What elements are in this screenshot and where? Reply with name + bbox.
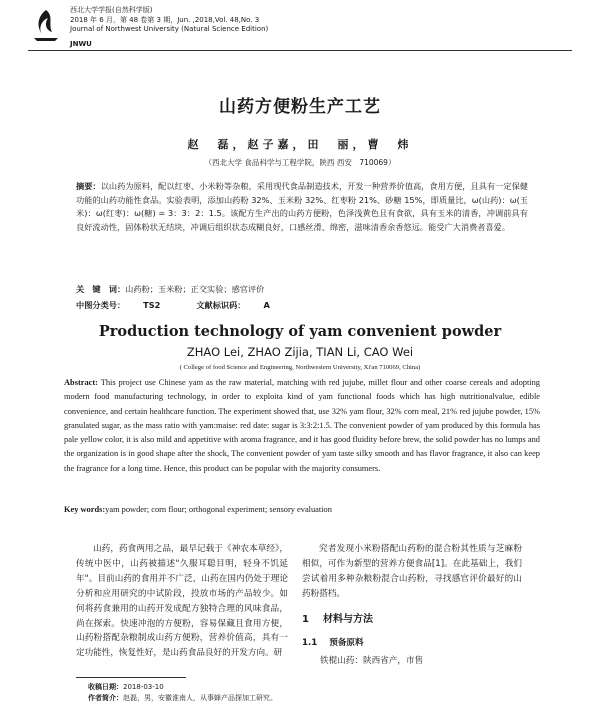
abstract-cn-label: 摘要： [76,181,101,191]
received-label: 收稿日期： [88,683,123,691]
footnotes [88,682,277,704]
classification-line [76,300,528,311]
keywords-en-label: Key words: [64,505,106,514]
abstract-en [64,376,540,476]
abstract-en-label: Abstract: [64,378,98,387]
keywords-cn-text: 山药粉；玉米粉；正交实验；感官评价 [125,284,265,294]
keywords-cn [76,284,528,295]
keywords-cn-label: 关 键 词： [76,284,126,294]
class-label: 中图分类号： [76,300,126,310]
journal-header [70,6,268,35]
subsection-1-1-title: 预备原料 [329,638,364,648]
abstract-cn [76,180,528,234]
keywords-en-text: yam powder; corn flour; orthogonal experiment; sensory evaluation [105,505,332,514]
subsection-heading-1-1 [302,636,376,648]
keywords-en [64,505,540,514]
received-date: 2018-03-10 [123,683,164,691]
journal-logo-text: JNWU [70,40,92,48]
affiliation-en: ( College of food Science and Engineering, Northwestern University, Xi'an 710069, China) [179,364,421,371]
paper-title-cn: 山药方便粉生产工艺 [219,97,381,117]
intro-paragraph-right: 究者发现小米粉搭配山药粉的混合粉其性质与芝麻粉相似，可作为新型的营养方便食品[1]。在此基础上，我们尝试着用多种杂粮粉混合山药粉，寻找感官评价最好的山药粉搭档。 [302,544,522,599]
abstract-en-text: This project use Chinese yam as the raw material, matching with red jujube, millet flour and other coarse cereals and adopting modern food manufacturing technology, in order to exploita kind of yam functional foods which has high nutritionalvalue, edible convenience, and certain healthcare function. The experiment showed that, use 32% yam flour, 32% corn meal, 21% red jujube powder, 15% granulated sugar, as the mass ratio with yam:maise: red date: sugar is 3:3:2:1.5. The convenient powder of yam produced by this formula has pale yellow color, it is also mild and appetitive with aroma fragrance, and it has good fluidity before brew, the solid powder has no lumps and the organization is in good shape after the shock, The convenient powder of yam taste silky smooth and has flavor fragrance, it also can keep the fragrance for a long time. Hence, this product can be popular with the majority consumers. [64,378,540,473]
authors-en: ZHAO Lei, ZHAO Zijia, TIAN Li, CAO Wei [186,345,414,359]
journal-logo [28,8,64,48]
header-divider [28,50,572,51]
journal-name-cn: 西北大学学报(自然科学版) [70,6,153,14]
footnote-author [88,693,277,704]
paper-title-en: Production technology of yam convenient powder [98,323,502,340]
section-heading-1 [302,610,387,625]
abstract-cn-text: 以山药为原料，配以红枣、小米粉等杂粮，采用现代食品制造技术，开发一种营养价值高，食用方便，且具有一定保健功能的山药功能性食品。实验表明，添加山药粉 32%、玉米粉 32%、红枣粉 21%、砂糖 15%，即质量比，ω(山药)：ω(玉米)：ω(红枣)：ω(糖) = 3：3：2：1.5。该配方生产出的山药方便粉，色泽浅黄色且有食欲，具有玉米的清香，冲调前具有良好流动性，固体粉状无结块，冲调后组织状态成糊良好，口感丝滑、绵密，滋味清香余香悠远。能受广大消费者喜爱。 [76,181,528,232]
section-1-title: 材料与方法 [322,614,373,625]
material-line: 铁棍山药：陕西省产，市售 [320,656,424,666]
affiliation-cn: （西北大学 食品科学与工程学院，陕西 西安 710069） [204,158,396,167]
author-bio: 赵磊，男，安徽淮南人，从事蜂产品探加工研究。 [123,694,277,702]
doc-code [196,300,287,310]
footnote-received [88,682,277,693]
journal-issue: 2018 年 6 月，第 48 卷第 3 期，Jun. ,2018,Vol. 48,No. 3 [70,15,260,24]
journal-logo-icon [28,8,64,48]
class-number [76,300,178,310]
doc-label: 文献标识码： [196,300,246,310]
authors-cn: 赵 磊，赵子嘉，田 丽，曹 炜 [187,138,413,151]
footnote-divider [76,677,186,678]
subsection-1-1-number: 1.1 [302,638,318,648]
intro-paragraph-left: 山药，药食两用之品，最早记载于《神农本草经》，传统中医中，山药被描述"久服耳聪目明，轻身不饥延年"。目前山药的食用并不广泛，山药在国内仍处于理论分析和应用研究的中试阶段，投放市场的产品较少。如何将药食兼用的山药开发成配方独特合理的风味食品，尚在探索。快速冲泡的方便粉，容易保藏且食用方便，山药粉搭配杂粮制成山药方便粉，营养价值高，具有一定功能性，恢复性好，是山药食品良好的开发方向。研 [76,544,288,659]
section-1-number: 1 [302,614,309,625]
journal-name-en: Journal of Northwest University (Natural Science Edition) [70,25,269,33]
author-bio-label: 作者简介： [88,694,123,702]
doc-value: A [263,300,270,310]
class-value: TS2 [143,300,161,310]
